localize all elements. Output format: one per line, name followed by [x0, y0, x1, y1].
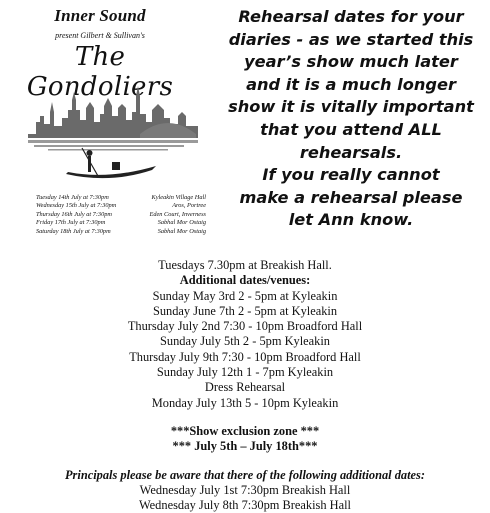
performance-venue: Eden Court, Inverness [149, 210, 206, 218]
performance-row [36, 219, 206, 227]
exclusion-zone-title: ***Show exclusion zone *** [170, 423, 320, 438]
performance-date: Wednesday 15th July at 7:30pm [36, 202, 117, 210]
rehearsal-notice [210, 6, 490, 232]
additional-date: Thursday July 2nd 7:30 - 10pm Broadford Hall [127, 319, 363, 334]
additional-date: Monday July 13th 5 - 10pm Kyleakin [151, 395, 339, 410]
additional-date: Sunday June 7th 2 - 5pm at Kyleakin [152, 303, 338, 318]
venice-skyline-illustration [28, 72, 198, 182]
performance-venue: Kyleakin Village Hall [151, 194, 206, 201]
presents-line: present Gilbert & Sullivan's [55, 31, 145, 40]
regular-rehearsal: Tuesdays 7.30pm at Breakish Hall. [158, 258, 332, 272]
additional-heading: Additional dates/venues: [179, 273, 311, 288]
additional-date: Sunday July 5th 2 - 5pm Kyleakin [159, 334, 330, 349]
performance-date: Thursday 16th July at 7:30pm [36, 210, 112, 218]
performance-row [36, 202, 206, 210]
performance-row [36, 228, 206, 236]
notice-line: let Ann know. [288, 210, 414, 230]
principals-date: Wednesday July 1st 7:30pm Breakish Hall [139, 482, 351, 497]
show-title: The Gondoliers [26, 42, 174, 102]
notice-line: diaries - as we started this [228, 29, 474, 49]
performance-row [36, 194, 206, 202]
additional-date: Sunday July 12th 1 - 7pm Kyleakin [156, 365, 334, 380]
performance-date: Saturday 18th July at 7:30pm [36, 227, 111, 235]
notice-line: year’s show much later [244, 52, 458, 72]
performance-date: Friday 17th July at 7:30pm [36, 219, 106, 227]
additional-date: Sunday May 3rd 2 - 5pm at Kyleakin [152, 288, 338, 303]
performance-venue: Sabhal Mor Ostaig [157, 219, 206, 227]
performance-venue: Sabhal Mor Ostaig [157, 227, 206, 235]
spacer [0, 411, 490, 424]
notice-line: and it is a much longer [246, 74, 456, 94]
notice-line: Rehearsal dates for your [238, 7, 464, 26]
principals-note: Principals please be aware that there of the following additional dates: [64, 467, 426, 482]
additional-date: Thursday July 9th 7:30 - 10pm Broadford Hall [129, 349, 361, 364]
notice-line: rehearsals. [299, 142, 403, 162]
show-poster [0, 0, 210, 250]
notice-line: show it is vitally important [228, 97, 474, 117]
company-name: Inner Sound [54, 6, 146, 25]
notice-line: make a rehearsal please [239, 187, 463, 207]
principals-date: Wednesday July 8th 7:30pm Breakish Hall [138, 498, 352, 513]
performance-dates-table [36, 194, 206, 236]
additional-date: Dress Rehearsal [204, 380, 286, 395]
notice-line: If you really cannot [262, 165, 440, 185]
spacer [0, 455, 490, 468]
notice-line: that you attend ALL [260, 119, 442, 139]
exclusion-zone-dates: *** July 5th – July 18th*** [172, 439, 318, 454]
rehearsal-schedule [0, 258, 490, 513]
performance-venue: Aros, Portree [172, 202, 206, 210]
performance-row [36, 211, 206, 219]
performance-date: Tuesday 14th July at 7:30pm [36, 194, 109, 201]
